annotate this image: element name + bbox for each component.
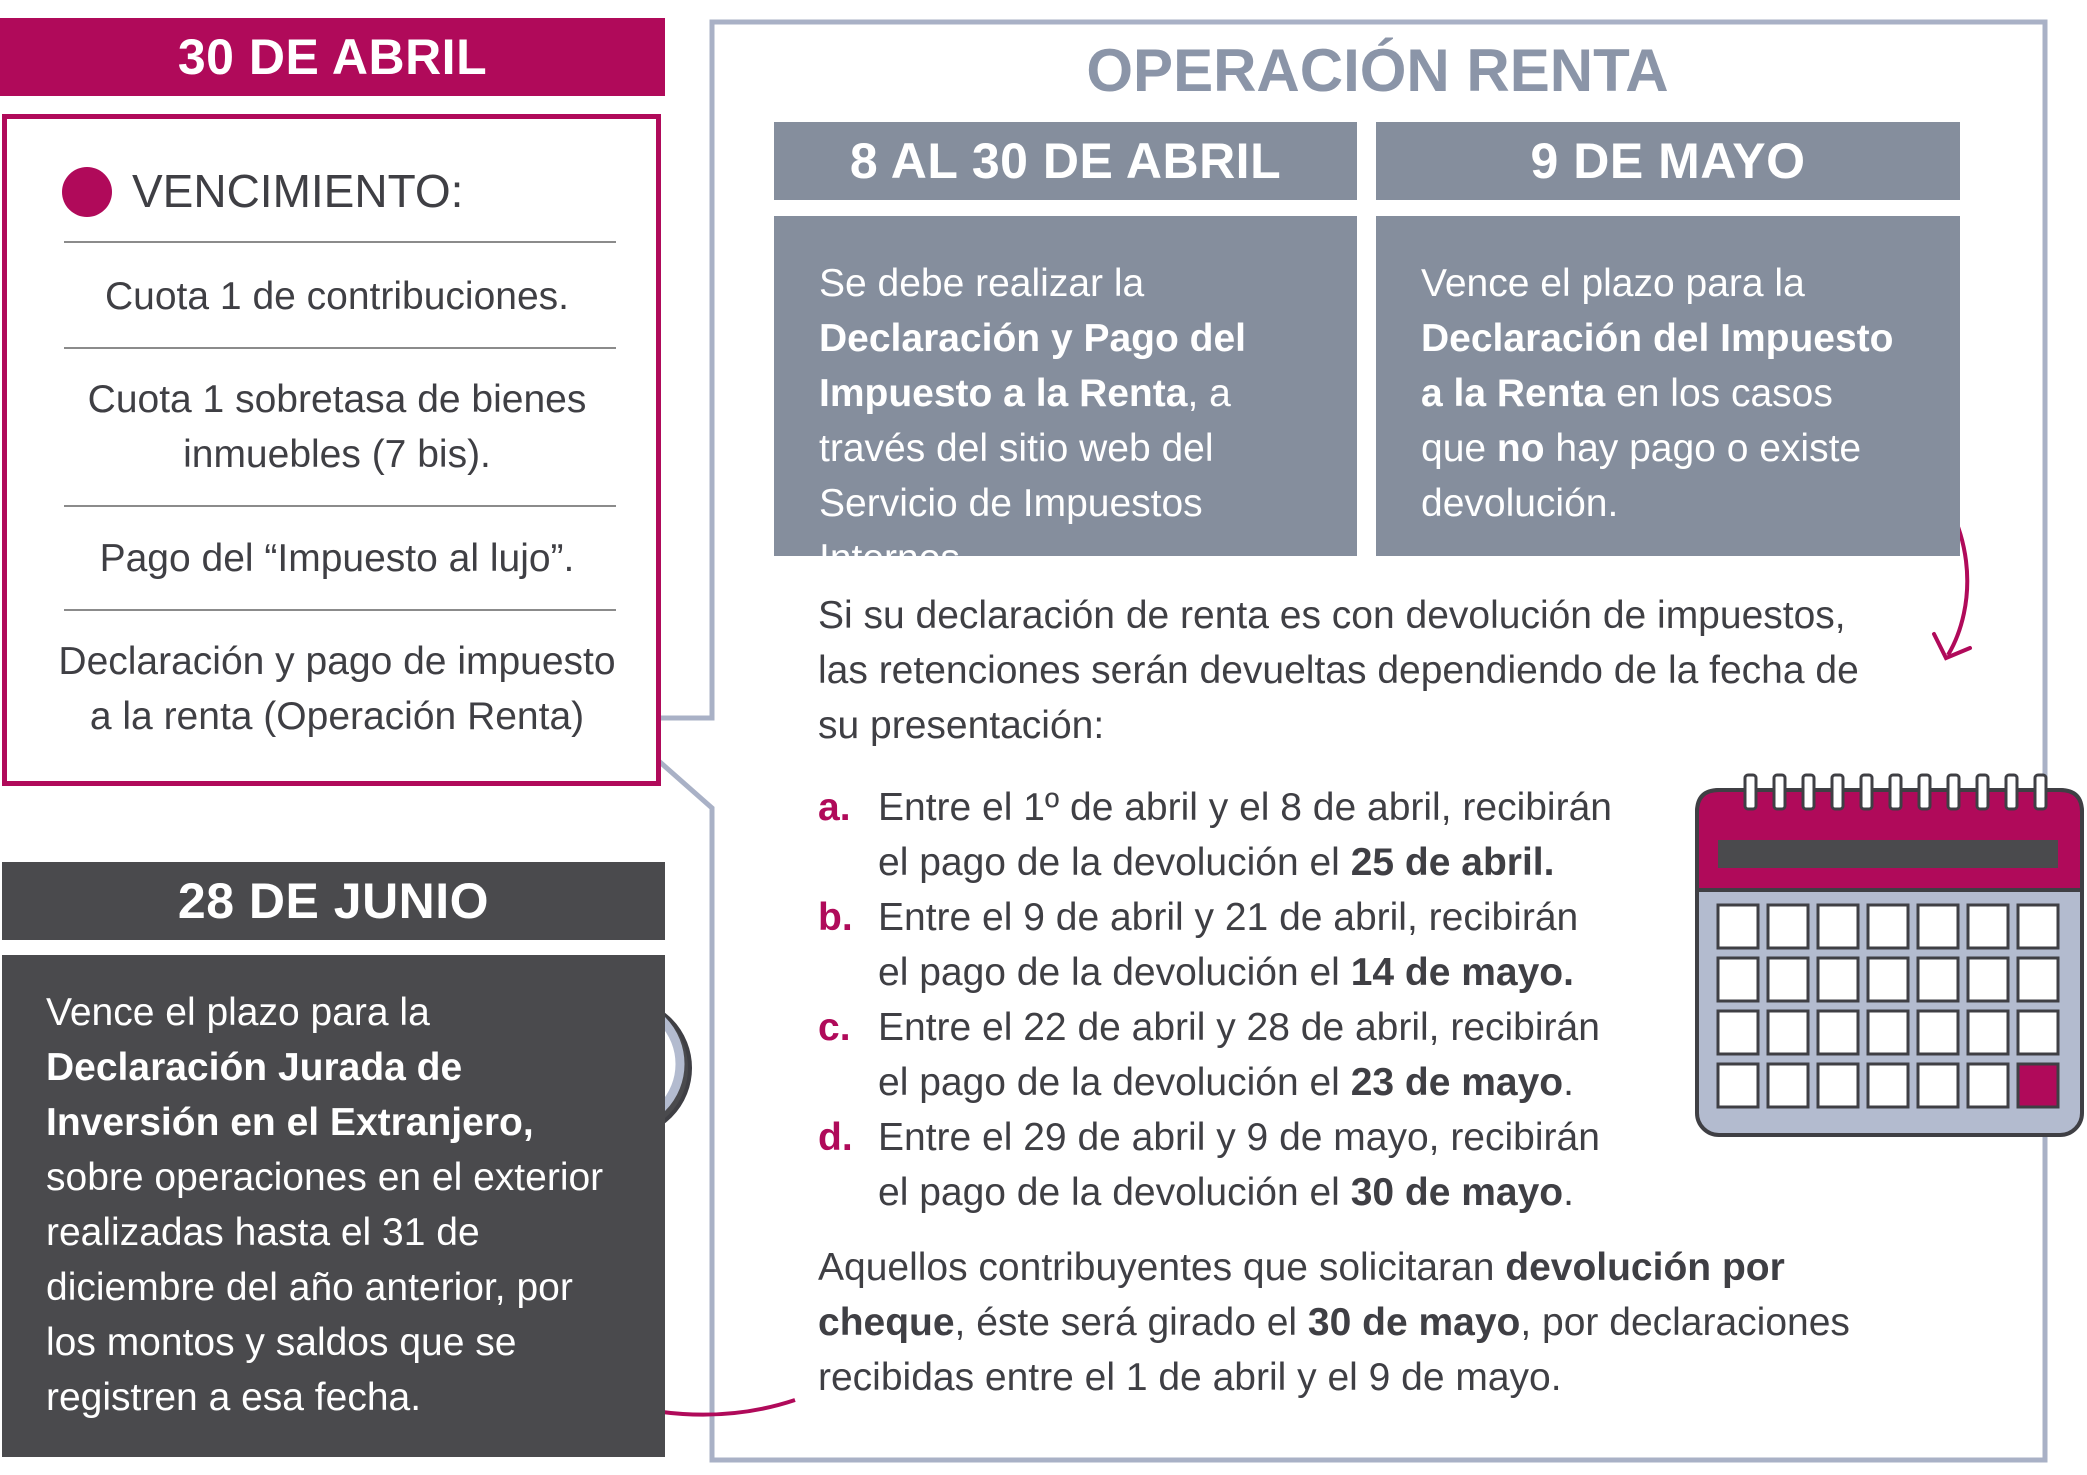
divider — [64, 609, 616, 611]
calendar-cell — [2018, 958, 2058, 1001]
calendar-cell — [1968, 1064, 2008, 1107]
list-letter: c. — [818, 1006, 851, 1049]
calendar-cell — [1918, 905, 1958, 948]
col1-body — [774, 216, 1357, 580]
bullet-dot-icon — [62, 167, 112, 217]
abril-item: Pago del “Impuesto al lujo”. — [99, 537, 575, 580]
calendar-ring — [1803, 775, 1814, 809]
abril-item: Declaración y pago de impuesto a la renta (Operación Renta) — [58, 640, 616, 738]
divider — [64, 505, 616, 507]
calendar-cell — [1768, 958, 1808, 1001]
list-item: d. Entre el 29 de abril y 9 de mayo, recibirán el pago de la devolución el 30 de mayo. — [818, 1110, 1618, 1220]
abril-item: Cuota 1 sobretasa de bienes inmuebles (7 bis). — [87, 378, 587, 476]
calendar-cell — [1718, 905, 1758, 948]
calendar-cell-highlight — [2018, 1064, 2058, 1107]
devolucion-intro: Si su declaración de renta es con devolución de impuestos, las retenciones serán devueltas dependiendo de la fecha de su presentación: — [818, 594, 1859, 747]
col1-text: Se debe realizar la Declaración y Pago del Impuesto a la Renta, a través del sitio web del Servicio de Impuestos Internos. — [819, 262, 1247, 580]
calendar-ring — [2035, 775, 2046, 809]
calendar-cell — [1718, 1011, 1758, 1054]
calendar-cell — [1718, 958, 1758, 1001]
calendar-cell — [1968, 905, 2008, 948]
calendar-ring — [1890, 775, 1901, 809]
operacion-title: OPERACIÓN RENTA — [1086, 37, 1669, 104]
abril-item: Cuota 1 de contribuciones. — [105, 275, 569, 318]
calendar-cell — [1918, 1064, 1958, 1107]
calendar-cell — [1918, 958, 1958, 1001]
col2-header: 9 DE MAYO — [1376, 122, 1960, 200]
junio-text: Vence el plazo para la Declaración Jurada de Inversión en el Extranjero, sobre operaciones en el exterior realizadas hasta el 31 de diciembre del año anterior, por los montos y saldos que se registren a esa fecha. — [46, 991, 604, 1419]
calendar-ring — [2006, 775, 2017, 809]
calendar-cell — [1868, 1011, 1908, 1054]
calendar-cell — [1818, 1064, 1858, 1107]
calendar-cell — [1768, 905, 1808, 948]
list-item: a. Entre el 1º de abril y el 8 de abril, recibirán el pago de la devolución el 25 de abril. — [818, 780, 1618, 890]
calendar-ring — [1774, 775, 1785, 809]
calendar-ring — [1977, 775, 1988, 809]
calendar-ring — [1919, 775, 1930, 809]
calendar-cell — [1918, 1011, 1958, 1054]
list-letter: d. — [818, 1116, 853, 1159]
calendar-cell — [1868, 905, 1908, 948]
col2-body — [1376, 216, 1960, 556]
col2-text: Vence el plazo para la Declaración del Impuesto a la Renta en los casos que no hay pago o existe devolución. — [1421, 262, 1894, 525]
calendar-cell — [1718, 1064, 1758, 1107]
divider — [64, 347, 616, 349]
calendar-ring — [1948, 775, 1959, 809]
calendar-cell — [2018, 1011, 2058, 1054]
abril-box — [2, 114, 661, 786]
junio-box — [2, 955, 665, 1457]
calendar-cell — [2018, 905, 2058, 948]
cheque-paragraph: Aquellos contribuyentes que solicitaran devolución por cheque, éste será girado el 30 de mayo, por declaraciones recibidas entre el 1 de abril y el 9 de mayo. — [818, 1246, 1850, 1399]
col1-header: 8 AL 30 DE ABRIL — [774, 122, 1357, 200]
abril-header: 30 DE ABRIL — [0, 18, 665, 96]
junio-header: 28 DE JUNIO — [2, 862, 665, 940]
calendar-ring — [1861, 775, 1872, 809]
vencimiento-title: VENCIMIENTO: — [132, 165, 464, 217]
calendar-ring — [1832, 775, 1843, 809]
calendar-cell — [1968, 1011, 2008, 1054]
list-letter: a. — [818, 786, 851, 829]
divider — [64, 241, 616, 243]
calendar-ring — [1745, 775, 1756, 809]
list-item: c. Entre el 22 de abril y 28 de abril, recibirán el pago de la devolución el 23 de mayo. — [818, 1000, 1618, 1110]
calendar-cell — [1768, 1011, 1808, 1054]
calendar-cell — [1818, 905, 1858, 948]
calendar-cell — [1768, 1064, 1808, 1107]
list-letter: b. — [818, 896, 853, 939]
list-item: b. Entre el 9 de abril y 21 de abril, recibirán el pago de la devolución el 14 de mayo. — [818, 890, 1618, 1000]
calendar-icon — [1697, 775, 2082, 1135]
calendar-cell — [1868, 958, 1908, 1001]
calendar-cell — [1868, 1064, 1908, 1107]
calendar-cell — [1818, 1011, 1858, 1054]
calendar-cell — [1818, 958, 1858, 1001]
calendar-cell — [1968, 958, 2008, 1001]
